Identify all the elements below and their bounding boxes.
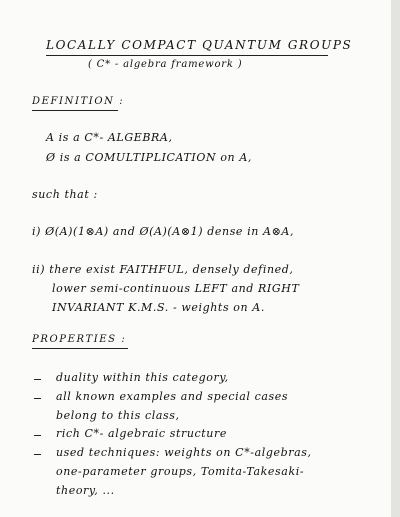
definition-line-1: A is a C*- ALGEBRA,	[46, 131, 173, 144]
list-bullet	[34, 454, 41, 455]
property-item-4-end: theory, ...	[56, 484, 115, 497]
list-bullet	[34, 379, 41, 380]
definition-heading: DEFINITION :	[32, 96, 125, 107]
properties-heading: PROPERTIES :	[32, 334, 127, 345]
list-bullet	[34, 435, 41, 436]
definition-item-ii-line-1: ii) there exist FAITHFUL, densely defined,	[32, 263, 294, 276]
page-title: LOCALLY COMPACT QUANTUM GROUPS	[46, 38, 353, 52]
property-item-1: duality within this category,	[56, 371, 229, 384]
definition-item-ii-line-2: lower semi-continuous LEFT and RIGHT	[52, 282, 300, 295]
such-that-text: such that :	[32, 188, 98, 201]
properties-underline	[32, 348, 128, 349]
list-bullet	[34, 398, 41, 399]
property-item-4-continued: one-parameter groups, Tomita-Takesaki-	[56, 465, 305, 478]
page-subtitle: ( C* - algebra framework )	[88, 59, 243, 70]
definition-underline	[32, 110, 118, 111]
definition-line-2: Ø is a COMULTIPLICATION on A,	[46, 151, 252, 164]
property-item-4: used techniques: weights on C*-algebras,	[56, 446, 312, 459]
title-underline	[46, 55, 328, 56]
definition-item-i: i) Ø(A)(1⊗A) and Ø(A)(A⊗1) dense in A⊗A,	[32, 225, 295, 238]
definition-item-ii-line-3: INVARIANT K.M.S. - weights on A.	[52, 301, 265, 314]
property-item-2: all known examples and special cases	[56, 390, 289, 403]
property-item-3: rich C*- algebraic structure	[56, 427, 227, 440]
property-item-2-continued: belong to this class,	[56, 409, 180, 422]
